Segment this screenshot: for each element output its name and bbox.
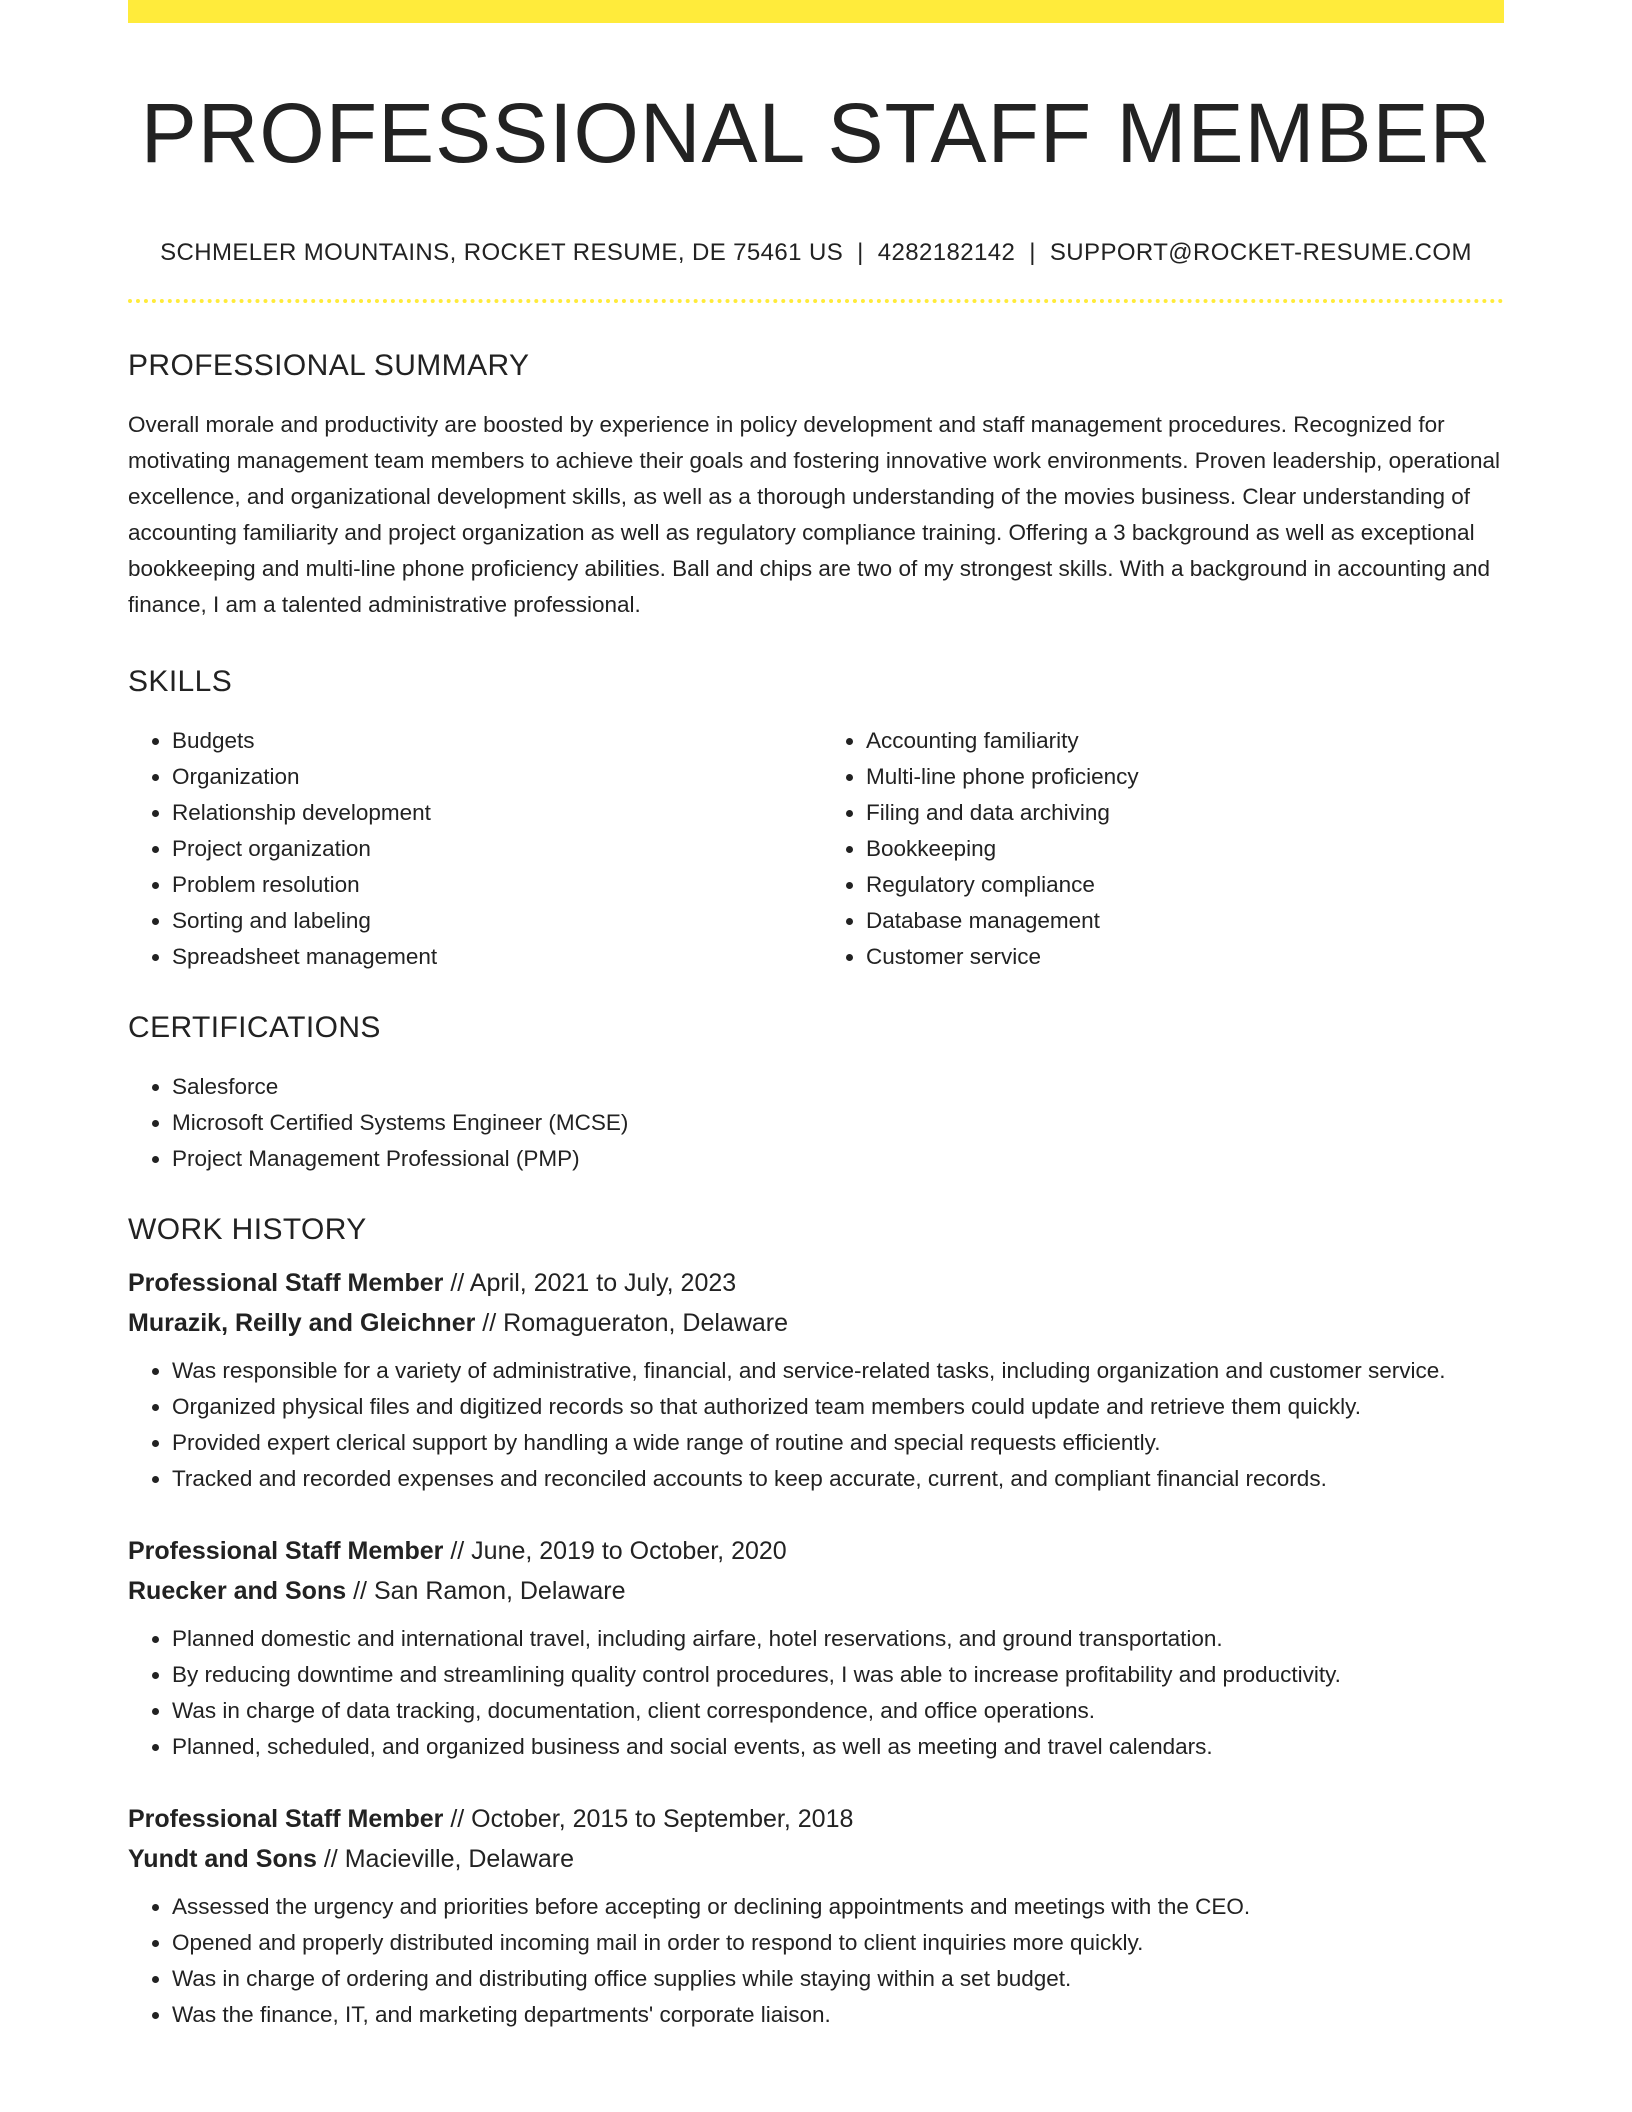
job-bullets [128,1353,1504,1497]
job-role: Professional Staff Member [128,1269,444,1298]
skill-item: • Organization [172,759,816,795]
job-entry [128,1799,1504,2033]
skills-list-left [128,723,816,975]
certifications-list [128,1069,1504,1177]
skills-list-right [816,723,1504,975]
skill-item: • Regulatory compliance [866,867,1504,903]
skill-item: • Customer service [866,939,1504,975]
job-bullet: • Was the finance, IT, and marketing departments' corporate liaison. [172,1997,1504,2033]
skill-item: • Multi-line phone proficiency [866,759,1504,795]
candidate-name: PROFESSIONAL STAFF MEMBER [140,86,1492,180]
certification-item: • Project Management Professional (PMP) [172,1141,1504,1177]
job-company: Murazik, Reilly and Gleichner [128,1309,476,1338]
job-bullets [128,1889,1504,2033]
job-company-line [128,1839,1504,1879]
skill-item: • Bookkeeping [866,831,1504,867]
job-bullets [128,1621,1504,1765]
job-role: Professional Staff Member [128,1537,444,1566]
skill-item: • Relationship development [172,795,816,831]
job-divider: // [450,1537,465,1566]
job-divider: // [450,1269,465,1298]
job-bullet: • Planned, scheduled, and organized business and social events, as well as meeting and travel calendars. [172,1729,1504,1765]
job-dates: October, 2015 to September, 2018 [471,1805,854,1834]
contact-address: SCHMELER MOUNTAINS, ROCKET RESUME, DE 75461 US [160,239,844,267]
contact-separator: | [857,239,864,267]
skill-item: • Project organization [172,831,816,867]
job-bullet: • Was in charge of data tracking, documentation, client correspondence, and office operations. [172,1693,1504,1729]
certifications-section [128,1011,1504,1177]
section-title-certifications: CERTIFICATIONS [128,1011,381,1045]
certification-item: • Salesforce [172,1069,1504,1105]
skill-item: • Sorting and labeling [172,903,816,939]
job-entry [128,1263,1504,1497]
job-role-line [128,1799,1504,1839]
job-company: Ruecker and Sons [128,1577,347,1606]
job-role-line [128,1531,1504,1571]
job-location: Romagueraton, Delaware [503,1309,789,1338]
job-dates: April, 2021 to July, 2023 [469,1269,737,1298]
contact-separator: | [1029,239,1036,267]
skill-item: • Filing and data archiving [866,795,1504,831]
skill-item: • Accounting familiarity [866,723,1504,759]
skill-item: • Database management [866,903,1504,939]
job-divider: // [450,1805,465,1834]
work-history-section [128,1213,1504,2033]
job-entry [128,1531,1504,1765]
header-divider [128,299,1504,303]
skill-item: • Budgets [172,723,816,759]
job-company: Yundt and Sons [128,1845,317,1874]
job-dates: June, 2019 to October, 2020 [471,1537,787,1566]
job-role-line [128,1263,1504,1303]
job-bullet: • Was responsible for a variety of administrative, financial, and service-related tasks, including organization and customer service. [172,1353,1504,1389]
skill-item: • Problem resolution [172,867,816,903]
job-role: Professional Staff Member [128,1805,444,1834]
certification-item: • Microsoft Certified Systems Engineer (MCSE) [172,1105,1504,1141]
contact-line [128,239,1504,267]
job-bullet: • Was in charge of ordering and distributing office supplies while staying within a set budget. [172,1961,1504,1997]
job-location: Macieville, Delaware [344,1845,574,1874]
job-company-line [128,1303,1504,1343]
job-divider: // [482,1309,497,1338]
top-accent-bar [128,0,1504,23]
job-bullet: • Opened and properly distributed incoming mail in order to respond to client inquiries more quickly. [172,1925,1504,1961]
section-title-summary: PROFESSIONAL SUMMARY [128,349,530,383]
summary-text: Overall morale and productivity are boosted by experience in policy development and staff management procedures. Recognized for motivating management team members to achieve their goals and fostering innovative work environments. Proven leadership, operational excellence, and organizational development skills, as well as a thorough understanding of the movies business. Clear understanding of accounting familiarity and project organization as well as regulatory compliance training. Offering a 3 background as well as exceptional bookkeeping and multi-line phone proficiency abilities. Ball and chips are two of my strongest skills. With a background in accounting and finance, I am a talented administrative professional. [128,412,1500,618]
job-location: San Ramon, Delaware [373,1577,626,1606]
resume-page [128,0,1504,2067]
contact-phone: 4282182142 [877,239,1016,267]
skills-section [128,665,1504,975]
job-bullet: • Organized physical files and digitized records so that authorized team members could update and retrieve them quickly. [172,1389,1504,1425]
job-bullet: • Tracked and recorded expenses and reconciled accounts to keep accurate, current, and compliant financial records. [172,1461,1504,1497]
job-bullet: • Planned domestic and international travel, including airfare, hotel reservations, and ground transportation. [172,1621,1504,1657]
job-divider: // [323,1845,338,1874]
skill-item: • Spreadsheet management [172,939,816,975]
section-title-work-history: WORK HISTORY [128,1213,367,1247]
section-title-skills: SKILLS [128,665,233,699]
job-bullet: • Assessed the urgency and priorities before accepting or declining appointments and meetings with the CEO. [172,1889,1504,1925]
summary-section [128,349,1504,623]
job-bullet: • Provided expert clerical support by handling a wide range of routine and special requests efficiently. [172,1425,1504,1461]
contact-email: SUPPORT@ROCKET-RESUME.COM [1049,239,1472,267]
job-company-line [128,1571,1504,1611]
job-divider: // [353,1577,367,1606]
job-bullet: • By reducing downtime and streamlining quality control procedures, I was able to increase profitability and productivity. [172,1657,1504,1693]
skills-columns [128,723,1504,975]
